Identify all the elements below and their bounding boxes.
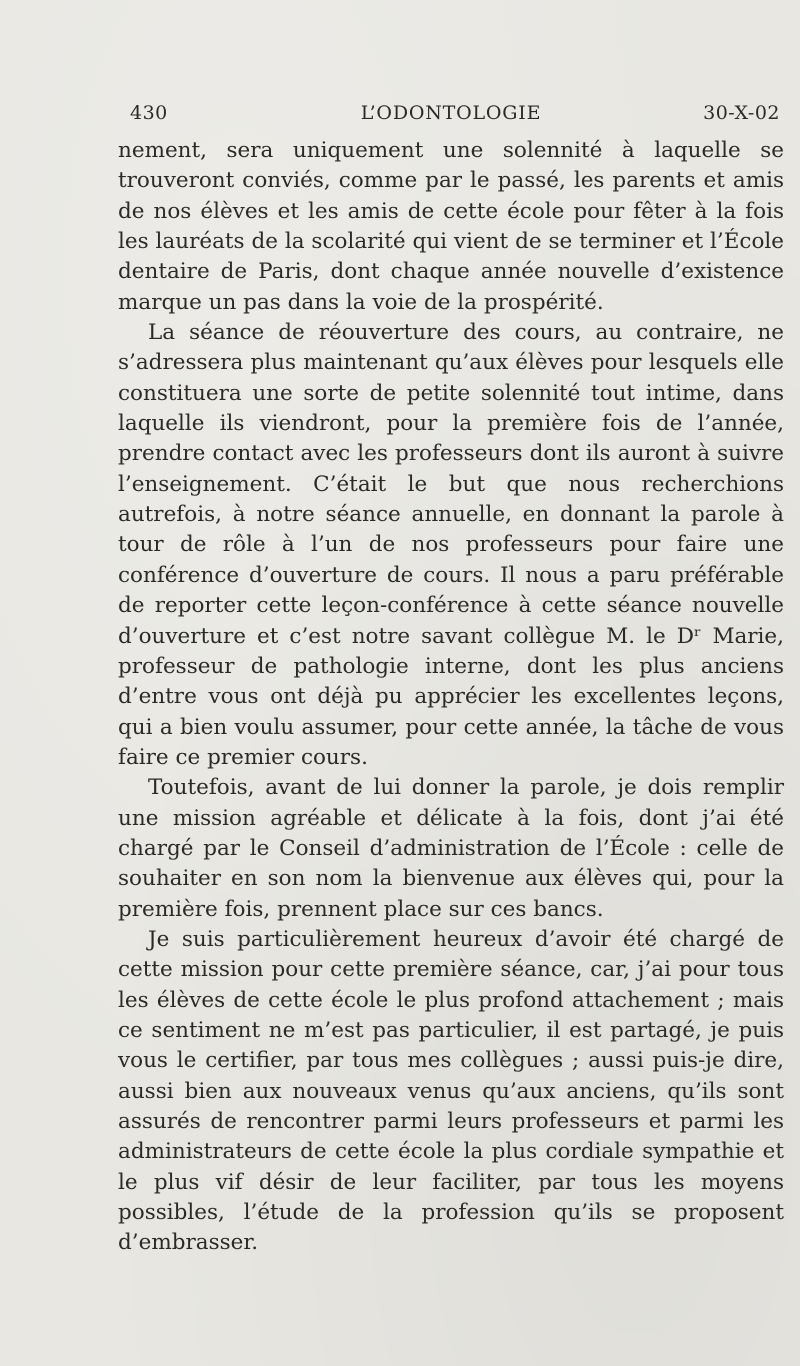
running-header <box>122 98 780 132</box>
paragraph-3: Toutefois, avant de lui donner la parole, je dois remplir une mission agréable et délicate à la fois, dont j’ai été chargé par le Conseil d’administration de l’École : celle de souhaiter en son nom la bienvenue aux élèves qui, pour la première fois, prennent place sur ces bancs. <box>118 775 784 922</box>
paragraph-2: La séance de réouverture des cours, au contraire, ne s’adressera plus maintenant qu’aux élèves pour lesquels elle constituera une sorte de petite solennité tout intime, dans laquelle ils viendront, pour la première fois de l’année, prendre contact avec les professeurs dont ils auront à suivre l’enseignement. C’était le but que nous recherchions autrefois, à notre séance annuelle, en donnant la parole à tour de rôle à l’un de nos professeurs pour faire une conférence d’ouverture de cours. Il nous a paru préférable de reporter cette leçon-conférence à cette séance nouvelle d’ouverture et c’est notre savant collègue M. le Dʳ Marie, professeur de pathologie interne, dont les plus anciens d’entre vous ont déjà pu apprécier les excellentes leçons, qui a bien voulu assumer, pour cette année, la tâche de vous faire ce premier cours. <box>118 320 784 770</box>
page-number: 430 <box>130 102 168 124</box>
running-title: L’ODONTOLOGIE <box>360 102 542 124</box>
body-text <box>118 136 784 1259</box>
issue-date: 30-X-02 <box>703 102 780 124</box>
paragraph-4: Je suis particulièrement heureux d’avoir été chargé de cette mission pour cette première séance, car, j’ai pour tous les élèves de cette école le plus profond attachement ; mais ce sentiment ne m’est pas particulier, il est partagé, je puis vous le certifier, par tous mes collègues ; aussi puis-je dire, aussi bien aux nouveaux venus qu’aux anciens, qu’ils sont assurés de rencontrer parmi leurs professeurs et parmi les administrateurs de cette école la plus cordiale sympathie et le plus vif désir de leur faciliter, par tous les moyens possibles, l’étude de la profession qu’ils se proposent d’embrasser. <box>118 926 784 1256</box>
paragraph-1: nement, sera uniquement une solennité à laquelle se trouveront conviés, comme par le passé, les parents et amis de nos élèves et les amis de cette école pour fêter à la fois les lauréats de la scolarité qui vient de se terminer et l’École dentaire de Paris, dont chaque année nouvelle d’existence marque un pas dans la voie de la prospérité. <box>118 138 784 315</box>
